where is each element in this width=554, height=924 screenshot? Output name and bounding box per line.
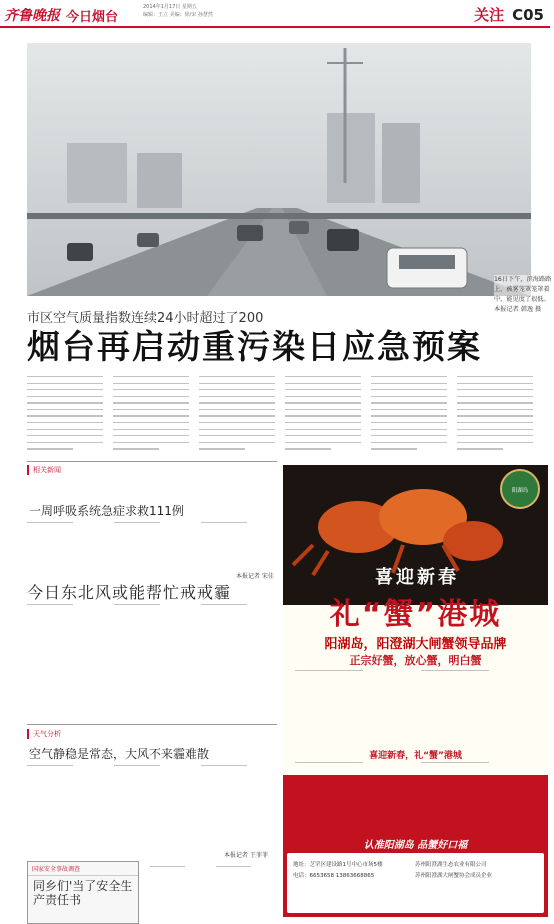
text-line xyxy=(113,409,189,410)
body-column xyxy=(150,866,208,873)
text-line xyxy=(113,396,189,397)
text-line xyxy=(285,415,361,416)
text-line xyxy=(371,383,447,384)
lead-headline: 烟台再启动重污染日应急预案 xyxy=(27,327,482,366)
text-line xyxy=(421,670,489,671)
body-column xyxy=(27,376,103,460)
text-line xyxy=(457,415,533,416)
body-column xyxy=(201,522,277,529)
text-line xyxy=(285,383,361,384)
body-column xyxy=(371,376,447,460)
text-line xyxy=(27,442,103,443)
photo-caption: 16日下午，滨海路路上，被雾笼罩笼罩着中，能见度了很低。 本报记者 韩逸 摄 xyxy=(494,275,554,315)
text-line xyxy=(199,409,275,410)
text-line xyxy=(199,383,275,384)
body-column xyxy=(421,670,535,677)
page-header xyxy=(0,0,550,28)
ad-footer xyxy=(287,853,544,913)
text-line xyxy=(113,389,189,390)
text-line xyxy=(285,422,361,423)
body-column xyxy=(114,765,190,772)
text-line xyxy=(371,448,417,449)
notice-story-body xyxy=(150,866,277,918)
text-line xyxy=(216,866,251,867)
text-line xyxy=(114,765,160,766)
text-line xyxy=(285,389,361,390)
story-1-body xyxy=(27,522,277,574)
text-line xyxy=(285,429,361,430)
text-line xyxy=(114,522,160,523)
text-line xyxy=(285,442,361,443)
text-line xyxy=(27,376,103,377)
ad-company: 苏州阳澄湖生态农业有限公司 xyxy=(415,862,487,868)
lead-subheadline: 市区空气质量指数连续24小时超过了200 xyxy=(27,311,264,326)
text-line xyxy=(457,389,533,390)
story-1-headline: 一周呼吸系统急症求救111例 xyxy=(29,504,184,518)
text-line xyxy=(371,442,447,443)
text-line xyxy=(285,402,361,403)
text-line xyxy=(285,448,331,449)
photo-illustration xyxy=(27,43,531,296)
text-line xyxy=(27,415,103,416)
brand-seal-text: 阳湖岛 xyxy=(511,488,529,494)
text-line xyxy=(371,415,447,416)
text-line xyxy=(371,409,447,410)
text-line xyxy=(199,448,245,449)
ad-phone: 电话：6653658 13863668865 xyxy=(293,873,375,879)
text-line xyxy=(295,762,363,763)
text-line xyxy=(457,448,503,449)
body-column xyxy=(199,376,275,460)
text-line xyxy=(27,383,103,384)
notice-box xyxy=(27,861,139,924)
ad-association: 苏州阳澄湖大闸蟹协会成员企业 xyxy=(415,873,493,879)
story-1-byline: 本报记者 宋佳 xyxy=(236,573,274,580)
body-column xyxy=(295,670,409,677)
related-news-tag: 相关新闻 xyxy=(27,465,61,475)
text-line xyxy=(27,396,103,397)
text-line xyxy=(150,866,185,867)
text-line xyxy=(27,389,103,390)
text-line xyxy=(285,396,361,397)
text-line xyxy=(295,670,363,671)
text-line xyxy=(113,415,189,416)
text-line xyxy=(113,442,189,443)
body-column xyxy=(216,866,274,873)
text-line xyxy=(457,429,533,430)
text-line xyxy=(27,765,73,766)
notice-kicker: 国家安全事故调查 xyxy=(28,862,138,876)
text-line xyxy=(371,396,447,397)
body-column xyxy=(201,604,277,611)
text-line xyxy=(113,402,189,403)
ad-title: 喜迎新春 xyxy=(375,567,459,588)
body-column xyxy=(295,762,409,769)
text-line xyxy=(27,448,73,449)
text-line xyxy=(371,422,447,423)
masthead: 齐鲁晚报 xyxy=(4,8,60,24)
ad-body-text xyxy=(295,670,536,742)
header-meta xyxy=(143,3,283,19)
text-line xyxy=(457,442,533,443)
lead-body-columns xyxy=(27,376,531,460)
text-line xyxy=(457,409,533,410)
text-line xyxy=(113,448,159,449)
ad-tagline: 正宗好蟹，放心蟹，明白蟹 xyxy=(349,654,482,667)
ad-address: 地址：芝罘区建设路1号中心市场5楼 xyxy=(293,862,383,868)
body-column xyxy=(113,376,189,460)
brand-seal xyxy=(500,469,540,509)
ad-subheading: 喜迎新春，礼“蟹”港城 xyxy=(369,751,462,761)
text-line xyxy=(371,376,447,377)
text-line xyxy=(371,389,447,390)
crab-advertisement xyxy=(283,465,548,917)
body-column xyxy=(201,765,277,772)
text-line xyxy=(199,422,275,423)
text-line xyxy=(457,396,533,397)
text-line xyxy=(199,402,275,403)
text-line xyxy=(457,383,533,384)
text-line xyxy=(113,435,189,436)
ad-big-slogan: 礼“蟹”港城 xyxy=(329,597,502,632)
notice-title: 同乡们'当了安全生产责任书 xyxy=(33,879,133,907)
weather-analysis-tag: 天气分析 xyxy=(27,729,61,739)
text-line xyxy=(285,435,361,436)
text-line xyxy=(27,409,103,410)
text-line xyxy=(113,429,189,430)
header-date: 2014年1月17日 星期五 xyxy=(143,4,197,10)
body-column xyxy=(27,604,103,611)
text-line xyxy=(199,415,275,416)
story-2-body xyxy=(27,604,277,724)
text-line xyxy=(457,422,533,423)
ad-body-text-2 xyxy=(295,762,536,834)
text-line xyxy=(114,604,160,605)
story-2-headline: 今日东北风或能帮忙戒戒霾 xyxy=(27,583,232,602)
text-line xyxy=(113,383,189,384)
section-name: 今日烟台 xyxy=(66,10,119,25)
text-line xyxy=(113,376,189,377)
text-line xyxy=(201,604,247,605)
section-divider xyxy=(27,724,277,725)
text-line xyxy=(199,435,275,436)
story-3-body xyxy=(27,765,277,853)
text-line xyxy=(371,429,447,430)
text-line xyxy=(457,435,533,436)
body-column xyxy=(27,522,103,529)
text-line xyxy=(113,422,189,423)
body-column xyxy=(27,765,103,772)
text-line xyxy=(27,402,103,403)
text-line xyxy=(199,396,275,397)
text-line xyxy=(199,376,275,377)
text-line xyxy=(457,376,533,377)
text-line xyxy=(27,435,103,436)
text-line xyxy=(201,522,247,523)
text-line xyxy=(371,435,447,436)
text-line xyxy=(285,376,361,377)
text-line xyxy=(457,402,533,403)
body-column xyxy=(114,604,190,611)
text-line xyxy=(27,522,73,523)
page-marker xyxy=(474,4,544,25)
text-line xyxy=(199,389,275,390)
text-line xyxy=(201,765,247,766)
text-line xyxy=(199,442,275,443)
ad-brand-line: 阳湖岛，阳澄湖大闸蟹领导品牌 xyxy=(324,637,507,652)
text-line xyxy=(371,402,447,403)
header-editors: 编辑：王立 美编：徐/宋 孙慧然 xyxy=(143,12,213,18)
story-3-headline: 空气静稳是常态，大风不来霾难散 xyxy=(29,747,210,761)
text-line xyxy=(27,429,103,430)
body-column xyxy=(114,522,190,529)
text-line xyxy=(27,604,73,605)
text-line xyxy=(421,762,489,763)
column-label: 关注 xyxy=(474,6,505,24)
body-column xyxy=(457,376,533,460)
smog-street-photo xyxy=(27,43,552,313)
body-column xyxy=(421,762,535,769)
ad-bottom-slogan: 认准阳湖岛 品蟹好口福 xyxy=(363,840,468,851)
section-divider xyxy=(27,461,277,462)
body-column xyxy=(285,376,361,460)
story-3-byline: 本报记者 王菲菲 xyxy=(224,852,268,859)
page-number: C05 xyxy=(512,6,544,24)
text-line xyxy=(285,409,361,410)
text-line xyxy=(199,429,275,430)
text-line xyxy=(27,422,103,423)
